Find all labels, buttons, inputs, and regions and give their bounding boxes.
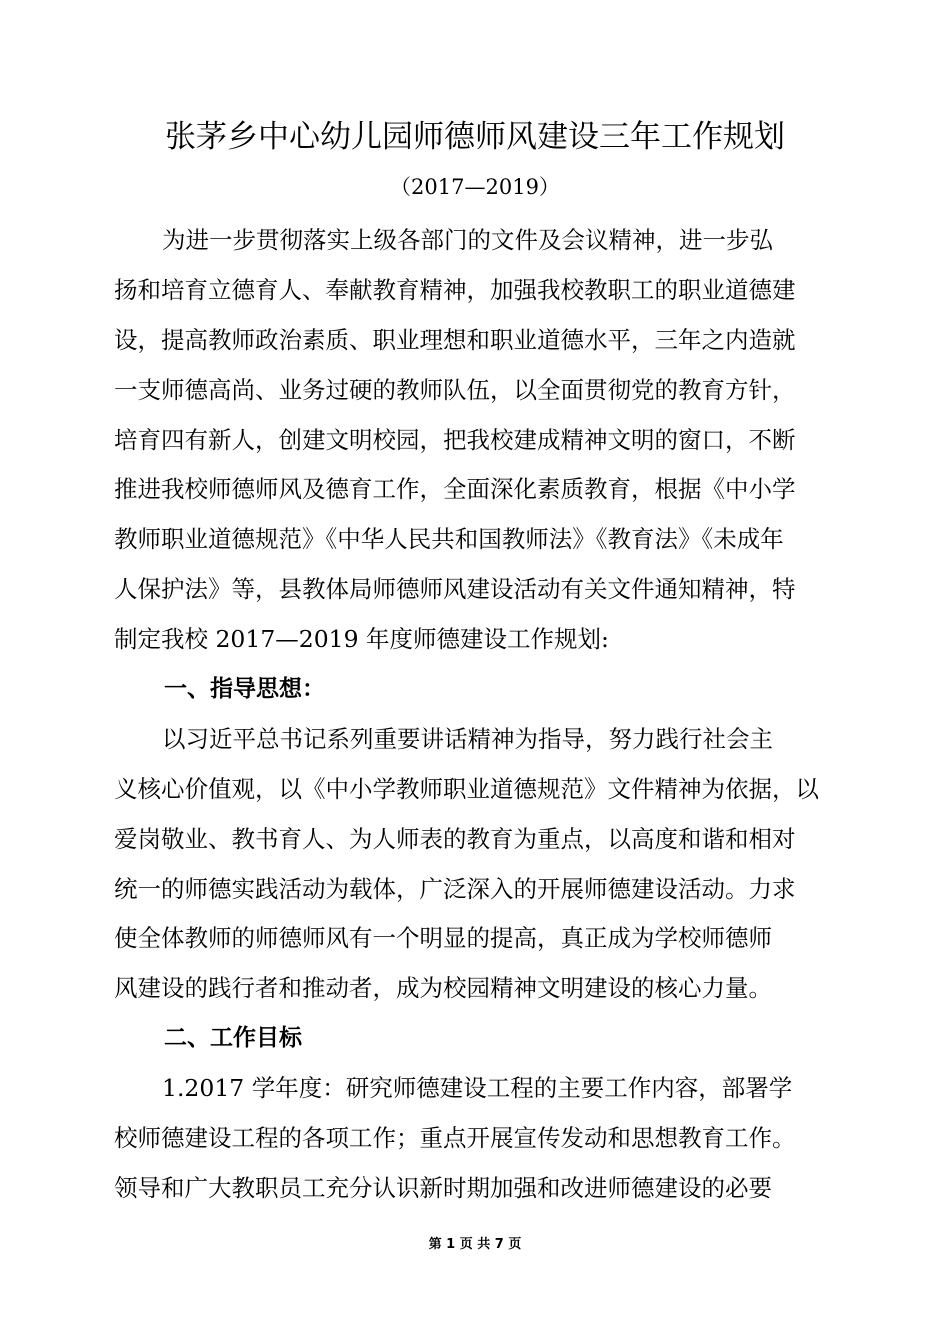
body-line: 校师德建设工程的各项工作；重点开展宣传发动和思想教育工作。 xyxy=(114,1124,796,1153)
document-title: 张茅乡中心幼儿园师德师风建设三年工作规划 xyxy=(165,119,785,155)
body-line: 设，提高教师政治素质、职业理想和职业道德水平，三年之内造就 xyxy=(114,325,796,354)
body-line: 推进我校师德师风及德育工作，全面深化素质教育，根据《中小学 xyxy=(114,475,796,504)
body-line: 培育四有新人，创建文明校园，把我校建成精神文明的窗口，不断 xyxy=(114,425,796,454)
body-line: 统一的师德实践活动为载体，广泛深入的开展师德建设活动。力求 xyxy=(114,874,796,903)
body-line: 教师职业道德规范》《中华人民共和国教师法》《教育法》《未成年 xyxy=(114,525,784,554)
body-line: 扬和培育立德育人、奉献教育精神，加强我校教职工的职业道德建 xyxy=(114,275,796,304)
section-heading: 一、指导思想： xyxy=(164,676,325,703)
body-line: 为进一步贯彻落实上级各部门的文件及会议精神，进一步弘 xyxy=(162,226,773,254)
document-body xyxy=(114,216,838,1214)
body-line: 制定我校 2017—2019 年度师德建设工作规划: xyxy=(114,625,609,654)
section-heading: 二、工作目标 xyxy=(164,1025,302,1052)
page-number-footer: 第 1 页 共 7 页 xyxy=(428,1237,522,1252)
body-line: 领导和广大教职员工充分认识新时期加强和改进师德建设的必要 xyxy=(114,1173,772,1202)
body-line: 使全体教师的师德师风有一个明显的提高，真正成为学校师德师 xyxy=(114,924,772,953)
body-line: 爱岗敬业、教书育人、为人师表的教育为重点，以高度和谐和相对 xyxy=(114,824,796,853)
body-line: 1.2017 学年度：研究师德建设工程的主要工作内容，部署学 xyxy=(162,1074,793,1103)
body-line: 以习近平总书记系列重要讲话精神为指导，努力践行社会主 xyxy=(162,724,773,753)
body-line: 义核心价值观，以《中小学教师职业道德规范》文件精神为依据，以 xyxy=(114,774,819,803)
body-line: 人保护法》等，县教体局师德师风建设活动有关文件通知精神，特 xyxy=(114,575,796,604)
document-subtitle: （2017—2019） xyxy=(390,175,560,199)
body-line: 风建设的践行者和推动者，成为校园精神文明建设的核心力量。 xyxy=(114,974,772,1003)
body-line: 一支师德高尚、业务过硬的教师队伍，以全面贯彻党的教育方针， xyxy=(114,375,796,404)
